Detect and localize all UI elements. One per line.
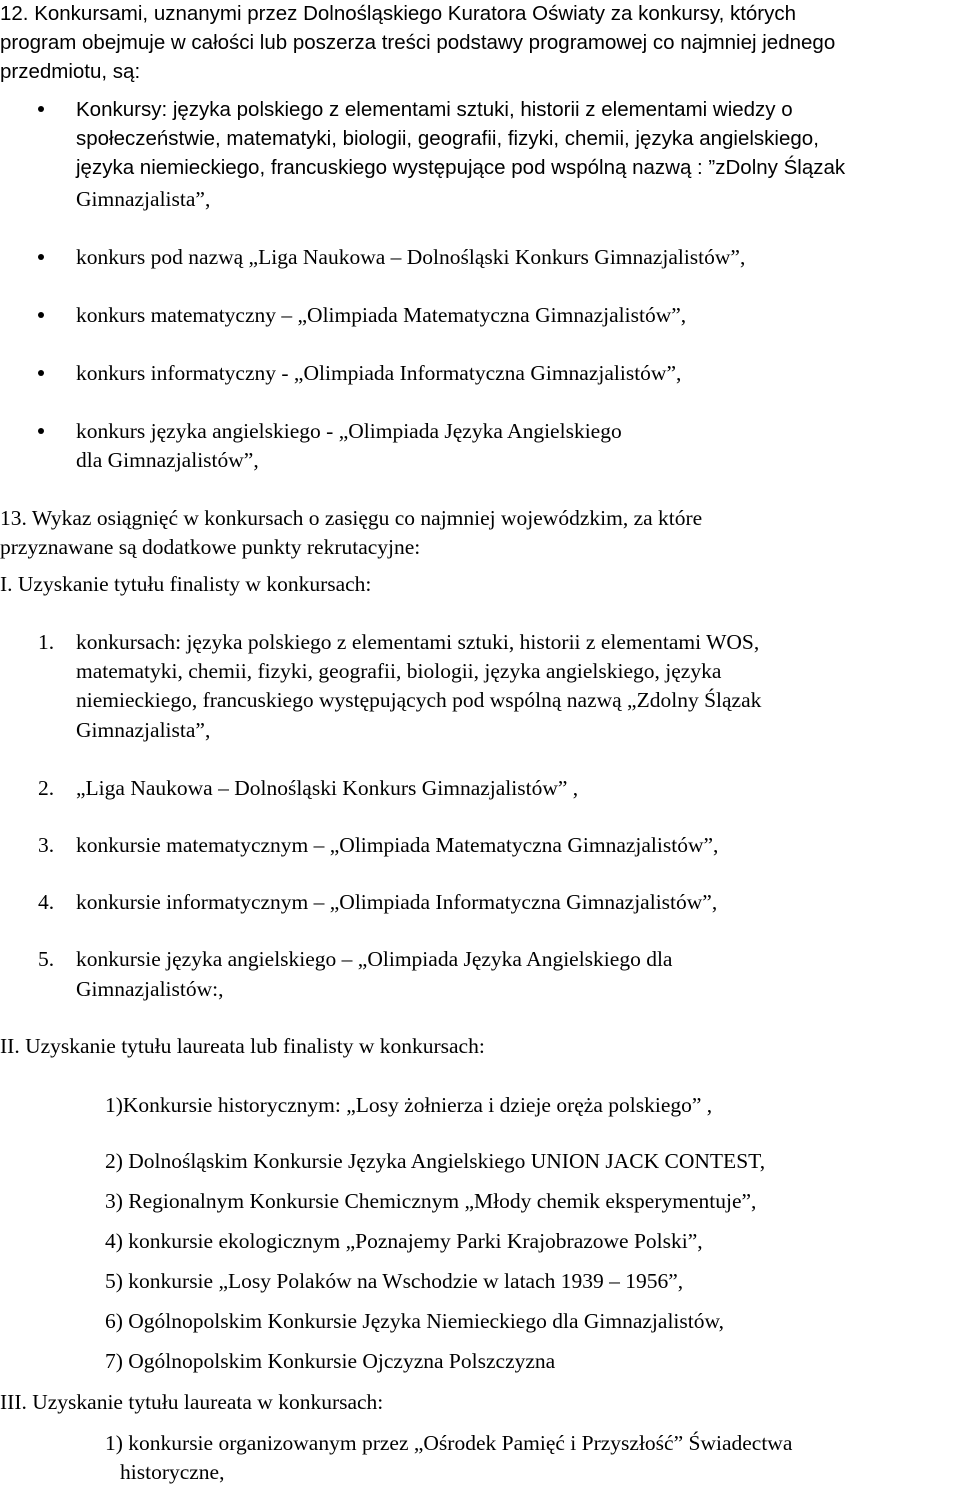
intro-line: przedmiotu, są: bbox=[0, 60, 141, 83]
part-2-item: 5) konkursie „Losy Polaków na Wschodzie w latach 1939 – 1956”, bbox=[105, 1269, 684, 1293]
part-3-item-line: historyczne, bbox=[120, 1460, 225, 1484]
numbered-item-line: konkursie matematycznym – „Olimpiada Matematyczna Gimnazjalistów”, bbox=[76, 833, 719, 857]
numbered-item-line: „Liga Naukowa – Dolnośląski Konkurs Gimnazjalistów” , bbox=[76, 776, 579, 800]
bullet-text-line: konkurs pod nazwą „Liga Naukowa – Dolnośląski Konkurs Gimnazjalistów”, bbox=[76, 245, 746, 269]
part-1-title: I. Uzyskanie tytułu finalisty w konkursach: bbox=[0, 572, 372, 596]
numbered-item-line: niemieckiego, francuskiego występujących pod wspólną nazwą „Zdolny Ślązak bbox=[76, 688, 762, 712]
part-2-item: 7) Ogólnopolskim Konkursie Ojczyzna Polszczyzna bbox=[105, 1349, 556, 1373]
intro-line: 12. Konkursami, uznanymi przez Dolnośląskiego Kuratora Oświaty za konkursy, których bbox=[0, 2, 797, 25]
part-2-item: 6) Ogólnopolskim Konkursie Języka Niemieckiego dla Gimnazjalistów, bbox=[105, 1309, 724, 1333]
section-13-heading-line: przyznawane są dodatkowe punkty rekrutacyjne: bbox=[0, 535, 421, 559]
list-number: 4. bbox=[38, 890, 55, 914]
list-number: 3. bbox=[38, 833, 55, 857]
numbered-item-line: matematyki, chemii, fizyki, geografii, biologii, języka angielskiego, języka bbox=[76, 659, 722, 683]
section-13-heading-line: 13. Wykaz osiągnięć w konkursach o zasięgu co najmniej wojewódzkim, za które bbox=[0, 506, 703, 530]
bullet-icon bbox=[38, 254, 44, 260]
part-2-item: 2) Dolnośląskim Konkursie Języka Angielskiego UNION JACK CONTEST, bbox=[105, 1149, 766, 1173]
part-3-title: III. Uzyskanie tytułu laureata w konkursach: bbox=[0, 1390, 384, 1414]
bullet-icon bbox=[38, 106, 44, 112]
part-3-item-line: 1) konkursie organizowanym przez „Ośrodek Pamięć i Przyszłość” Świadectwa bbox=[105, 1431, 793, 1455]
part-2-item: 4) konkursie ekologicznym „Poznajemy Parki Krajobrazowe Polski”, bbox=[105, 1229, 703, 1253]
bullet-icon bbox=[38, 428, 44, 434]
bullet-text-line: języka niemieckiego, francuskiego występujące pod wspólną nazwą : ”zDolny Ślązak bbox=[76, 156, 846, 179]
bullet-text-line: konkurs matematyczny – „Olimpiada Matematyczna Gimnazjalistów”, bbox=[76, 303, 687, 327]
bullet-text-line: konkurs informatyczny - „Olimpiada Informatyczna Gimnazjalistów”, bbox=[76, 361, 682, 385]
bullet-text-line: Konkursy: języka polskiego z elementami sztuki, historii z elementami wiedzy o bbox=[76, 98, 793, 121]
part-2-item: 1)Konkursie historycznym: „Losy żołnierza i dzieje oręża polskiego” , bbox=[105, 1093, 713, 1117]
numbered-item-line: Gimnazjalista”, bbox=[76, 718, 211, 742]
intro-line: program obejmuje w całości lub poszerza treści podstawy programowej co najmniej jednego bbox=[0, 31, 836, 54]
numbered-item-line: konkursie języka angielskiego – „Olimpiada Języka Angielskiego dla bbox=[76, 947, 673, 971]
list-number: 5. bbox=[38, 947, 55, 971]
bullet-text-line: społeczeństwie, matematyki, biologii, geografii, fizyki, chemii, języka angielskiego, bbox=[76, 127, 819, 150]
numbered-item-line: Gimnazjalistów:, bbox=[76, 977, 224, 1001]
numbered-item-line: konkursach: języka polskiego z elementami sztuki, historii z elementami WOS, bbox=[76, 630, 760, 654]
numbered-item-line: konkursie informatycznym – „Olimpiada Informatyczna Gimnazjalistów”, bbox=[76, 890, 718, 914]
bullet-text-line: Gimnazjalista”, bbox=[76, 187, 211, 211]
part-2-item: 3) Regionalnym Konkursie Chemicznym „Młody chemik eksperymentuje”, bbox=[105, 1189, 757, 1213]
bullet-icon bbox=[38, 370, 44, 376]
bullet-text-line: konkurs języka angielskiego - „Olimpiada Języka Angielskiego bbox=[76, 419, 622, 443]
list-number: 1. bbox=[38, 630, 55, 654]
part-2-title: II. Uzyskanie tytułu laureata lub finalisty w konkursach: bbox=[0, 1034, 485, 1058]
bullet-icon bbox=[38, 312, 44, 318]
list-number: 2. bbox=[38, 776, 55, 800]
bullet-text-line: dla Gimnazjalistów”, bbox=[76, 448, 259, 472]
